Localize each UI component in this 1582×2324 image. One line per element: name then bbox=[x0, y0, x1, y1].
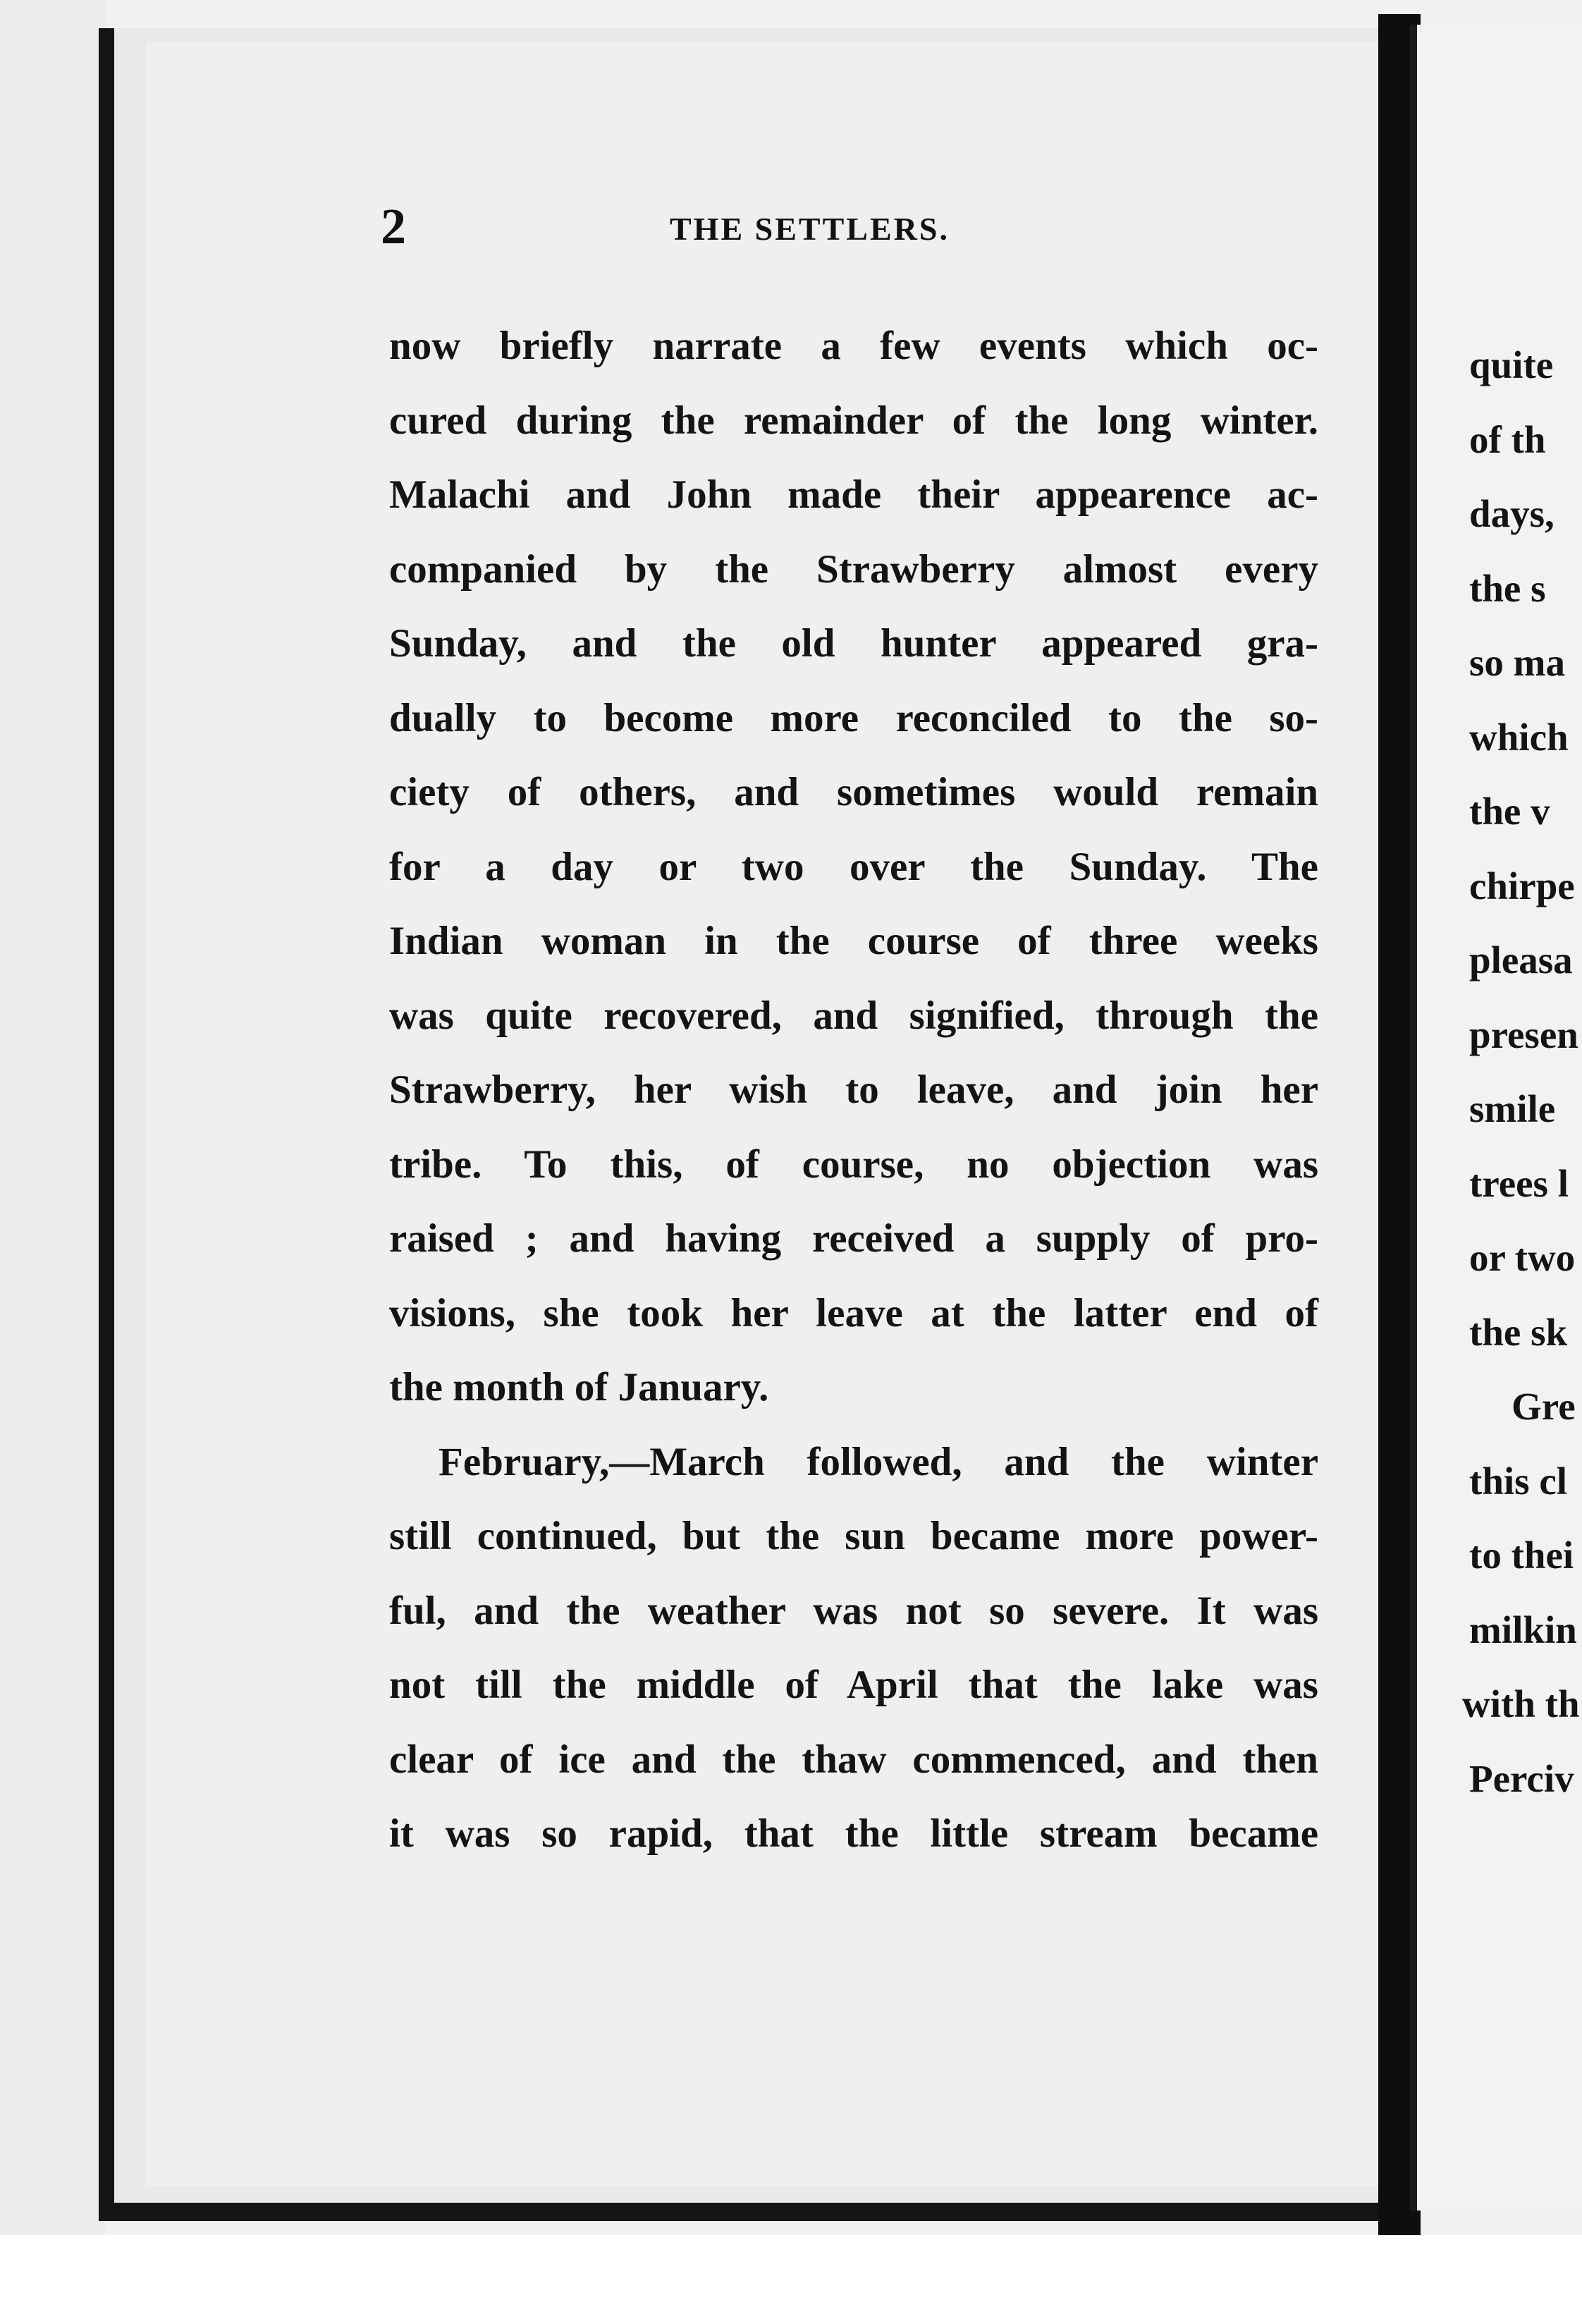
text-line: Sunday, and the old hunter appeared gra- bbox=[389, 621, 1318, 666]
text-fragment: milkin bbox=[1469, 1608, 1577, 1651]
text-fragment: days, bbox=[1469, 492, 1555, 535]
text-fragment: this cl bbox=[1469, 1459, 1568, 1503]
text-line: cured during the remainder of the long winter. bbox=[389, 398, 1318, 443]
text-fragment: chirpe bbox=[1469, 864, 1575, 907]
text-line: ciety of others, and sometimes would remain bbox=[389, 770, 1318, 814]
text-line: now briefly narrate a few events which oc- bbox=[389, 324, 1318, 368]
running-head-title: THE SETTLERS. bbox=[670, 211, 950, 247]
text-line: Indian woman in the course of three weeks bbox=[389, 919, 1318, 963]
text-fragment: trees l bbox=[1469, 1161, 1569, 1205]
text-fragment: to thei bbox=[1469, 1534, 1574, 1577]
text-line: was quite recovered, and signified, through the bbox=[389, 993, 1318, 1038]
scan-bottom-margin bbox=[0, 2235, 1582, 2324]
text-line: it was so rapid, that the little stream became bbox=[389, 1811, 1318, 1856]
text-fragment: the sk bbox=[1469, 1310, 1568, 1354]
text-line: ful, and the weather was not so severe. It was bbox=[389, 1588, 1318, 1633]
text-line: not till the middle of April that the lake was bbox=[389, 1663, 1318, 1707]
text-fragment: Gre bbox=[1512, 1385, 1576, 1428]
text-fragment: pleasa bbox=[1469, 938, 1573, 981]
running-head bbox=[0, 197, 1582, 254]
text-fragment: the v bbox=[1469, 790, 1550, 833]
text-fragment: Perciv bbox=[1469, 1756, 1574, 1800]
text-fragment: the s bbox=[1469, 566, 1546, 610]
text-line: dually to become more reconciled to the so- bbox=[389, 695, 1318, 740]
text-fragment: which bbox=[1469, 715, 1569, 759]
scan-margin bbox=[0, 0, 106, 2324]
text-line: February,—March followed, and the winter bbox=[439, 1439, 1318, 1484]
right-page-text-fragments bbox=[1462, 328, 1580, 1816]
text-line: tribe. To this, of course, no objection was bbox=[389, 1142, 1318, 1187]
text-fragment: smile bbox=[1469, 1087, 1556, 1130]
text-line: visions, she took her leave at the latter end of bbox=[389, 1290, 1318, 1335]
text-line: raised ; and having received a supply of pro- bbox=[389, 1216, 1318, 1261]
page-number: 2 bbox=[381, 198, 406, 255]
text-fragment: so ma bbox=[1469, 641, 1565, 684]
text-fragment: or two bbox=[1469, 1236, 1576, 1279]
text-fragment: quite bbox=[1469, 343, 1554, 386]
text-fragment: presen bbox=[1469, 1013, 1578, 1056]
text-line: companied by the Strawberry almost every bbox=[389, 546, 1318, 592]
text-line: clear of ice and the thaw commenced, and then bbox=[389, 1737, 1318, 1782]
text-fragment: of th bbox=[1469, 417, 1546, 461]
text-fragment: with th bbox=[1462, 1682, 1580, 1725]
text-line: Malachi and John made their appearence ac- bbox=[389, 472, 1318, 517]
left-page-body-text bbox=[389, 309, 1318, 1871]
text-line: Strawberry, her wish to leave, and join her bbox=[389, 1068, 1318, 1112]
text-line: for a day or two over the Sunday. The bbox=[389, 844, 1318, 889]
text-line: still continued, but the sun became more power- bbox=[389, 1514, 1318, 1558]
text-line: the month of January. bbox=[389, 1365, 769, 1409]
